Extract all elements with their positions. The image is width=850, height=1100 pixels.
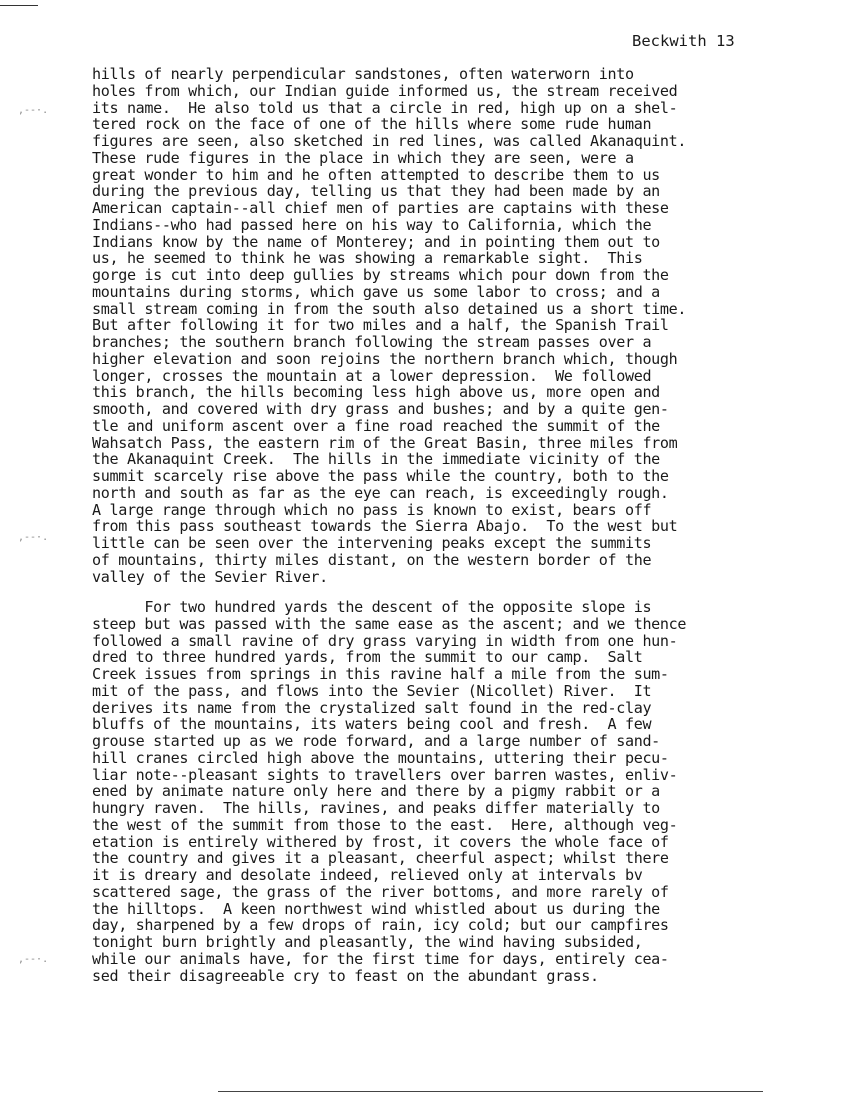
text-line: little can be seen over the intervening peaks except the summits (92, 534, 652, 552)
top-edge-rule (0, 5, 38, 6)
text-line: mountains during storms, which gave us some labor to cross; and a (92, 282, 660, 301)
text-line: while our animals have, for the first time for days, entirely cea- (92, 949, 669, 968)
paragraph-1 (92, 66, 792, 585)
text-line: derives its name from the crystalized salt found in the red-clay (92, 698, 652, 717)
page-number-header: Beckwith 13 (632, 32, 735, 50)
text-line: bluffs of the mountains, its waters being cool and fresh. A few (92, 715, 652, 734)
text-line: American captain--all chief men of parties are captains with these (92, 199, 669, 217)
text-line: hungry raven. The hills, ravines, and peaks differ materially to (92, 799, 660, 817)
text-line: sed their disagreeable cry to feast on the abundant grass. (92, 966, 599, 985)
text-line: this branch, the hills becoming less high above us, more open and (92, 383, 660, 402)
text-line: the country and gives it a pleasant, cheerful aspect; whilst there (92, 849, 669, 868)
text-line: Creek issues from springs in this ravine half a mile from the sum- (92, 665, 669, 683)
text-line: Indians know by the name of Monterey; and in pointing them out to (92, 232, 660, 251)
text-line: it is dreary and desolate indeed, relieved only at intervals bv (92, 866, 643, 884)
text-line: day, sharpened by a few drops of rain, icy cold; but our campfires (92, 916, 669, 935)
text-line: great wonder to him and he often attempted to describe them to us (92, 165, 660, 184)
text-line: during the previous day, telling us that they had been made by an (92, 182, 660, 201)
text-line: liar note--pleasant sights to travellers over barren wastes, enliv- (92, 765, 678, 784)
text-line: grouse started up as we rode forward, and a large number of sand- (92, 732, 660, 750)
text-line: But after following it for two miles and a half, the Spanish Trail (92, 316, 669, 335)
text-line: summit scarcely rise above the pass while the country, both to the (92, 467, 669, 485)
text-line: small stream coming in from the south also detained us a short time. (92, 299, 687, 318)
text-line: branches; the southern branch following the stream passes over a (92, 333, 652, 351)
text-line: Wahsatch Pass, the eastern rim of the Great Basin, three miles from (92, 433, 678, 452)
text-line: figures are seen, also sketched in red lines, was called Akanaquint. (92, 132, 687, 150)
text-line: from this pass southeast towards the Sierra Abajo. To the west but (92, 517, 678, 536)
text-line: north and south as far as the eye can reach, is exceedingly rough. (92, 483, 669, 502)
text-line: higher elevation and soon rejoins the northern branch which, though (92, 349, 678, 368)
bottom-rule (218, 1091, 763, 1092)
text-line: longer, crosses the mountain at a lower depression. We followed (92, 366, 652, 385)
text-line: tonight burn brightly and pleasantly, the wind having subsided, (92, 933, 643, 951)
text-line: the hilltops. A keen northwest wind whistled about us during the (92, 899, 660, 918)
text-line: hill cranes circled high above the mountains, uttering their pecu- (92, 748, 669, 767)
margin-mark: ,--·. (18, 105, 49, 116)
text-line: steep but was passed with the same ease as the ascent; and we thence (92, 614, 687, 633)
text-line: tle and uniform ascent over a fine road reached the summit of the (92, 416, 660, 435)
text-line: For two hundred yards the descent of the opposite slope is (92, 598, 652, 616)
text-line: scattered sage, the grass of the river bottoms, and more rarely of (92, 882, 669, 901)
paragraph-2 (92, 599, 792, 984)
text-line: the west of the summit from those to the east. Here, although veg- (92, 815, 678, 834)
text-line: holes from which, our Indian guide informed us, the stream received (92, 81, 678, 100)
text-line: of mountains, thirty miles distant, on the western border of the (92, 550, 652, 569)
text-line: its name. He also told us that a circle in red, high up on a shel- (92, 98, 678, 117)
text-line: ened by animate nature only here and there by a pigmy rabbit or a (92, 782, 660, 801)
margin-mark: ,--·. (18, 954, 49, 965)
text-line: smooth, and covered with dry grass and bushes; and by a quite gen- (92, 400, 669, 418)
margin-mark: ,--·. (18, 532, 49, 543)
text-line: gorge is cut into deep gullies by streams which pour down from the (92, 266, 669, 284)
text-line: mit of the pass, and flows into the Sevier (Nicollet) River. It (92, 681, 652, 700)
text-line: valley of the Sevier River. (92, 567, 328, 586)
text-line: the Akanaquint Creek. The hills in the immediate vicinity of the (92, 450, 660, 469)
text-line: dred to three hundred yards, from the summit to our camp. Salt (92, 648, 643, 667)
text-line: hills of nearly perpendicular sandstones, often waterworn into (92, 65, 634, 83)
text-line: followed a small ravine of dry grass varying in width from one hun- (92, 631, 678, 650)
text-line: These rude figures in the place in which they are seen, were a (92, 148, 634, 167)
text-line: A large range through which no pass is known to exist, bears off (92, 500, 652, 519)
text-line: us, he seemed to think he was showing a remarkable sight. This (92, 249, 643, 268)
text-line: tered rock on the face of one of the hills where some rude human (92, 115, 652, 134)
text-line: etation is entirely withered by frost, it covers the whole face of (92, 832, 669, 851)
text-line: Indians--who had passed here on his way to California, which the (92, 215, 652, 234)
